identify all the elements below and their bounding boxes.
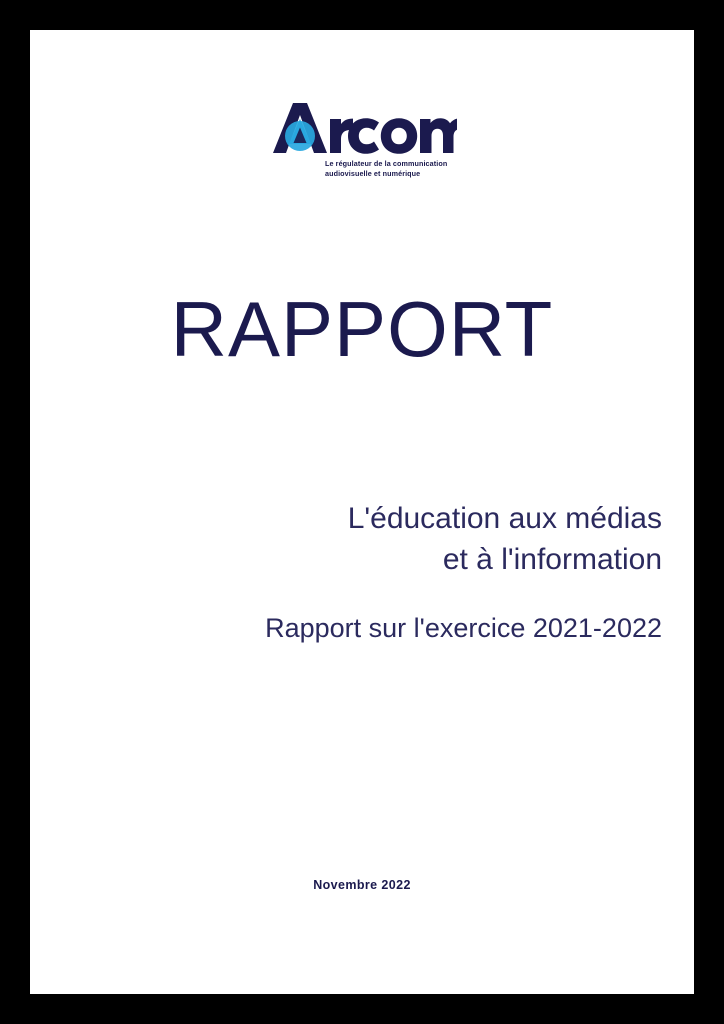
report-period: Rapport sur l'exercice 2021-2022 xyxy=(265,612,662,643)
document-page xyxy=(30,30,694,994)
publication-date: Novembre 2022 xyxy=(313,878,411,892)
arcom-logo xyxy=(30,100,694,180)
page-title: RAPPORT xyxy=(170,285,554,373)
arcom-tagline-line2: audiovisuelle et numérique xyxy=(325,169,421,179)
arcom-tagline xyxy=(267,159,457,180)
subtitle-block xyxy=(102,498,662,646)
subtitle-line-2: et à l'information xyxy=(442,543,662,577)
arcom-wordmark-icon xyxy=(267,100,457,156)
arcom-tagline-line1: Le régulateur de la communication xyxy=(325,159,448,168)
arcom-logo-mark xyxy=(267,100,457,156)
subtitle-line-1: L'éducation aux médias xyxy=(347,502,662,535)
